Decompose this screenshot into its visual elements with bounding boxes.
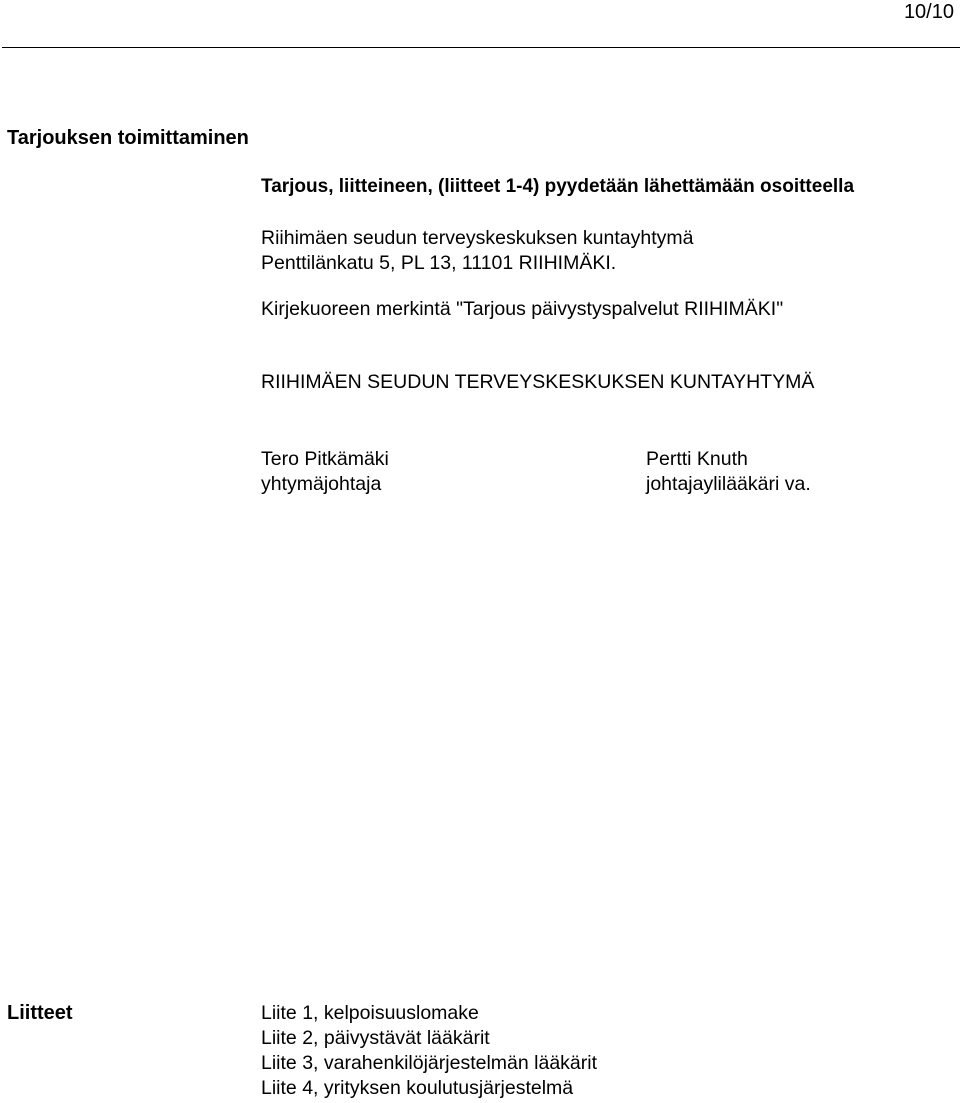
attachment-item: Liite 4, yrityksen koulutusjärjestelmä <box>261 1077 574 1099</box>
delivery-address <box>261 227 693 277</box>
signatory-name: Tero Pitkämäki <box>261 448 389 470</box>
page-number: 10/10 <box>903 1 954 23</box>
signatory-title: johtajaylilääkäri va. <box>646 473 811 495</box>
address-organization: Riihimäen seudun terveyskeskuksen kuntayhtymä <box>261 227 694 249</box>
section-heading: Tarjouksen toimittaminen <box>7 127 249 149</box>
attachments-list <box>261 1002 597 1102</box>
issuer-name: RIIHIMÄEN SEUDUN TERVEYSKESKUKSEN KUNTAYHTYMÄ <box>261 371 815 393</box>
attachment-item: Liite 1, kelpoisuuslomake <box>261 1002 479 1024</box>
signatory-title: yhtymäjohtaja <box>261 473 382 495</box>
signatory-right <box>646 448 811 498</box>
signatory-left <box>261 448 389 498</box>
submission-instruction: Tarjous, liitteineen, (liitteet 1-4) pyydetään lähettämään osoitteella <box>261 176 855 197</box>
attachment-item: Liite 2, päivystävät lääkärit <box>261 1027 490 1049</box>
attachments-heading: Liitteet <box>7 1002 73 1024</box>
header-divider <box>2 47 960 48</box>
attachment-item: Liite 3, varahenkilöjärjestelmän lääkärit <box>261 1052 598 1074</box>
signatory-name: Pertti Knuth <box>646 448 748 470</box>
address-street: Penttilänkatu 5, PL 13, 11101 RIIHIMÄKI. <box>261 252 617 274</box>
envelope-marking: Kirjekuoreen merkintä "Tarjous päivystyspalvelut RIIHIMÄKI" <box>261 298 784 320</box>
